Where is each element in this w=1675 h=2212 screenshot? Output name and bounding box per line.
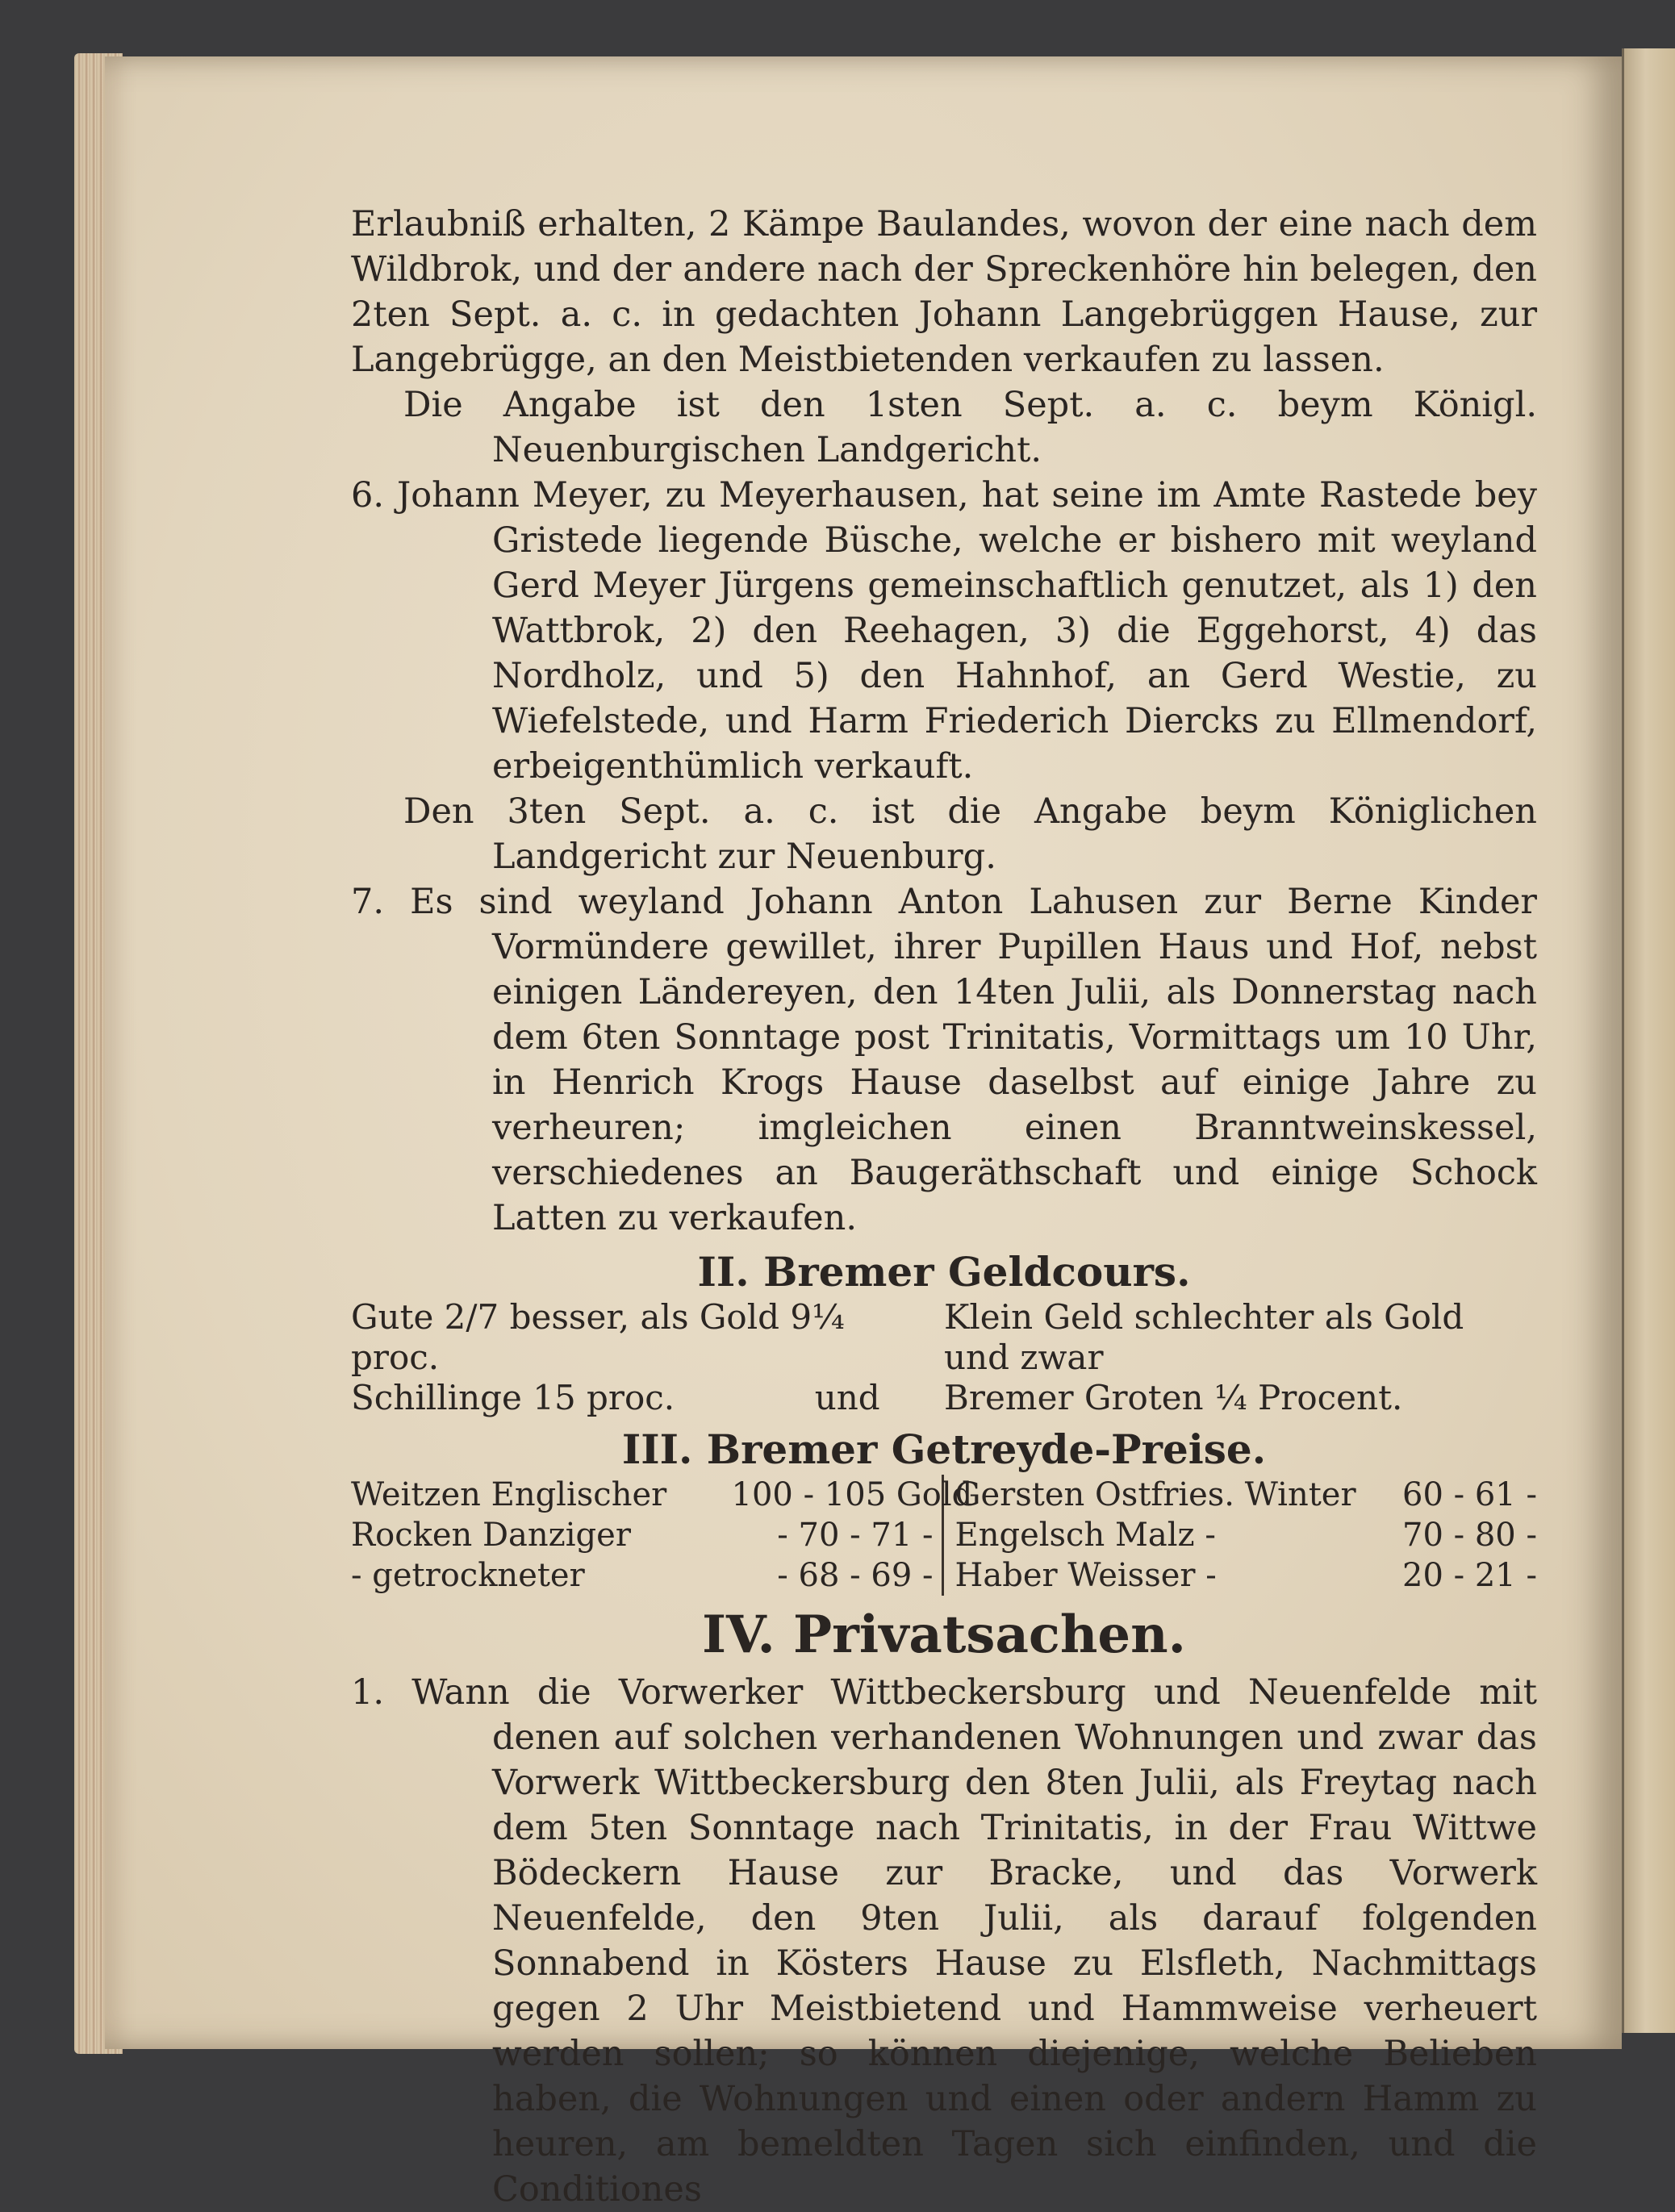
continuation-paragraph: Erlaubniß erhalten, 2 Kämpe Baulandes, wovon der eine nach dem Wildbrok, und der andere nach der Spreckenhöre hin belegen, den 2ten Sept. a. c. in gedachten Johann Langebrüggen Hause, zur Langebrügge, an den Meistbietenden verkaufen zu lassen.	[351, 204, 1537, 380]
adjacent-page-edge	[1622, 48, 1675, 2033]
table-row	[955, 1475, 1538, 1515]
geldcours-row-2	[351, 1378, 1537, 1418]
grain-name: Gersten Ostfries. Winter	[954, 1476, 1356, 1513]
grain-name: Rocken Danziger	[351, 1517, 631, 1554]
page-text	[351, 202, 1537, 2212]
grain-name: - getrockneter	[351, 1557, 585, 1594]
entry-7: 7. Es sind weyland Johann Anton Lahusen zur Berne Kinder Vormündere gewillet, ihrer Pupillen Haus und Hof, nebst einigen Ländereyen, den 14ten Julii, als Donnerstag nach dem 6ten Sonntage post Trinitatis, Vormittags um 10 Uhr, in Henrich Krogs Hause daselbst auf einige Jahre zu verheuren; imgleichen einen Branntweinskessel, verschiedenes an Baugeräthschaft und einige Schock Latten zu verkaufen.	[351, 882, 1537, 1238]
section-getreyde-title: III. Bremer Getreyde-Preise.	[621, 1425, 1267, 1473]
geldcours-left-2-text: Schillinge 15 proc.	[351, 1378, 675, 1417]
grain-name: Engelsch Malz -	[954, 1517, 1216, 1554]
angabe-note-1: Die Angabe ist den 1sten Sept. a. c. beym Königl. Neuenburgischen Landgericht.	[403, 385, 1537, 470]
privat-entry-1: 1. Wann die Vorwerker Wittbeckersburg und Neuenfelde mit denen auf solchen verhandenen Wohnungen und zwar das Vorwerk Wittbeckersburg den 8ten Julii, als Freytag nach dem 5ten Sonntage nach Trinitatis, in der Frau Wittwe Bödeckern Hause zur Bracke, und das Vorwerk Neuenfelde, den 9ten Julii, als darauf folgenden Sonnabend in Kösters Hause zu Elsfleth, Nachmittags gegen 2 Uhr Meistbietend und Hammweise verheuert werden sollen; so können diejenige, welche Belieben haben, die Wohnungen und einen oder andern Hamm zu heuren, am bemeldten Tagen sich einfinden, und die Conditiones	[351, 1672, 1537, 2210]
table-row	[351, 1555, 934, 1596]
geldcours-left-1: Gute 2/7 besser, als Gold 9¼ proc.	[351, 1297, 845, 1377]
table-row	[955, 1515, 1538, 1555]
grain-price: 60 - 61 -	[1402, 1476, 1537, 1513]
grain-price: - 70 - 71 -	[777, 1517, 934, 1554]
grain-name: Haber Weisser -	[954, 1557, 1217, 1594]
grain-price: 20 - 21 -	[1402, 1557, 1537, 1594]
grain-price: 100 - 105 Gold	[731, 1476, 973, 1513]
geldcours-row-1	[351, 1297, 1537, 1378]
grain-name: Weitzen Englischer	[351, 1476, 667, 1513]
grain-price-column-left	[351, 1475, 973, 1596]
table-row	[955, 1555, 1538, 1596]
geldcours-right-2: Bremer Groten ¼ Procent.	[944, 1378, 1403, 1417]
grain-price: 70 - 80 -	[1402, 1517, 1537, 1554]
entry-6: 6. Johann Meyer, zu Meyerhausen, hat seine im Amte Rastede bey Gristede liegende Büsche, welche er bishero mit weyland Gerd Meyer Jürgens gemeinschaftlich genutzet, als 1) den Wattbrok, 2) den Reehagen, 3) die Eggehorst, 4) das Nordholz, und 5) den Hahnhof, an Gerd Westie, zu Wiefelstede, und Harm Friederich Diercks zu Ellmendorf, erbeigenthümlich verkauft.	[351, 475, 1537, 787]
section-privatsachen-title: IV. Privatsachen.	[702, 1605, 1186, 1665]
section-geldcours-title: II. Bremer Geldcours.	[697, 1248, 1191, 1296]
geldcours-left-2	[351, 1378, 921, 1418]
angabe-note-2: Den 3ten Sept. a. c. ist die Angabe beym Königlichen Landgericht zur Neuenburg.	[403, 791, 1537, 877]
table-row	[351, 1475, 973, 1515]
geldcours-right-1: Klein Geld schlechter als Gold und zwar	[944, 1297, 1464, 1377]
grain-price: - 68 - 69 -	[777, 1557, 934, 1594]
grain-price-column-right	[944, 1475, 1538, 1596]
grain-price-table	[351, 1475, 1537, 1596]
geldcours-und: und	[814, 1378, 880, 1417]
table-row	[351, 1515, 934, 1555]
